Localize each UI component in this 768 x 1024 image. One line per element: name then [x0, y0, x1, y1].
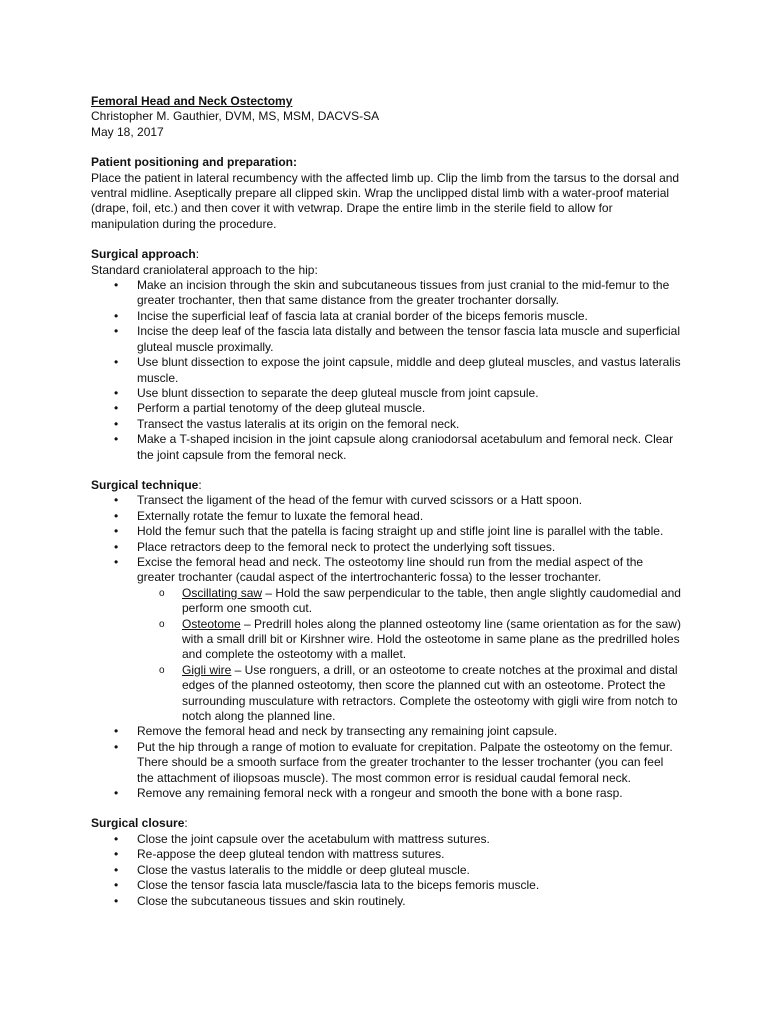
technique-list-continued: [91, 724, 681, 801]
list-subitem: [91, 586, 681, 617]
method-text: – Use ronguers, a drill, or an osteotome to create notches at the proximal and distal edges of the planned osteotomy, then score the planned cut with an osteotome. Protect the surrounding musculature with retractors. Complete the osteotomy with gigli wire from notch to notch along the planned line.: [182, 662, 678, 724]
list-item: • Use blunt dissection to expose the joint capsule, middle and deep gluteal muscles, and vastus lateralis muscle.: [91, 355, 681, 386]
list-item: • Incise the deep leaf of the fascia lata distally and between the tensor fascia lata muscle and superficial gluteal muscle proximally.: [91, 324, 681, 355]
list-item: • Remove any remaining femoral neck with a rongeur and smooth the bone with a bone rasp.: [91, 786, 681, 801]
list-item: • Hold the femur such that the patella is facing straight up and stifle joint line is parallel with the table.: [91, 524, 681, 539]
approach-heading: Surgical approach: [91, 247, 196, 262]
method-term: Oscillating saw: [182, 585, 263, 600]
method-term: Gigli wire: [182, 662, 232, 677]
closure-list: [91, 832, 681, 909]
list-item: • Close the vastus lateralis to the middle or deep gluteal muscle.: [91, 863, 681, 878]
document-page: [91, 94, 681, 909]
osteotomy-method-list: [91, 586, 681, 725]
document-title: Femoral Head and Neck Ostectomy: [91, 94, 293, 108]
sub-bullet: o: [159, 618, 165, 630]
method-text: – Predrill holes along the planned osteotomy line (same orientation as for the saw) with a small drill bit or Kirshner wire. Hold the osteotome in same plane as the predrilled holes and complete the osteotomy with a mallet.: [182, 616, 681, 662]
author-line: Christopher M. Gauthier, DVM, MS, MSM, DACVS-SA: [91, 109, 380, 124]
list-item: • Incise the superficial leaf of fascia lata at cranial border of the biceps femoris muscle.: [91, 309, 681, 324]
list-subitem: [91, 663, 681, 725]
sub-bullet: o: [159, 664, 165, 676]
list-item: • Perform a partial tenotomy of the deep gluteal muscle.: [91, 401, 681, 416]
list-item: • Transect the vastus lateralis at its origin on the femoral neck.: [91, 417, 681, 432]
approach-heading-colon: :: [195, 247, 200, 262]
technique-heading: Surgical technique: [91, 477, 199, 492]
list-item: • Close the joint capsule over the acetabulum with mattress sutures.: [91, 832, 681, 847]
closure-heading-line: [91, 816, 681, 831]
approach-heading-line: [91, 247, 681, 262]
list-item: • Transect the ligament of the head of the femur with curved scissors or a Hatt spoon.: [91, 493, 681, 508]
approach-list: [91, 278, 681, 463]
list-subitem: [91, 617, 681, 663]
list-item: • Close the subcutaneous tissues and skin routinely.: [91, 894, 681, 909]
list-item: • Make a T-shaped incision in the joint capsule along craniodorsal acetabulum and femoral neck. Clear the joint capsule from the femoral neck.: [91, 432, 681, 463]
list-item: • Use blunt dissection to separate the deep gluteal muscle from joint capsule.: [91, 386, 681, 401]
technique-heading-line: [91, 478, 681, 493]
date-line: May 18, 2017: [91, 124, 164, 139]
list-item: • Remove the femoral head and neck by transecting any remaining joint capsule.: [91, 724, 681, 739]
technique-heading-colon: :: [198, 477, 202, 492]
list-item: • Externally rotate the femur to luxate the femoral head.: [91, 509, 681, 524]
positioning-heading: Patient positioning and preparation:: [91, 155, 298, 170]
positioning-body: Place the patient in lateral recumbency with the affected limb up. Clip the limb from the tarsus to the dorsal and ventral midline. Aseptically prepare all clipped skin. Wrap the unclipped distal limb with a water-proof material (drape, foil, etc.) and then cover it with vetwrap. Drape the entire limb in the sterile field to allow for manipulation during the procedure.: [91, 170, 680, 231]
closure-heading-colon: :: [184, 816, 188, 831]
approach-intro: Standard craniolateral approach to the hip:: [91, 262, 318, 277]
list-item: • Place retractors deep to the femoral neck to protect the underlying soft tissues.: [91, 540, 681, 555]
list-item: • Make an incision through the skin and subcutaneous tissues from just cranial to the mid-femur to the greater trochanter, then that same distance from the greater trochanter dorsally.: [91, 278, 681, 309]
list-item: • Excise the femoral head and neck. The osteotomy line should run from the medial aspect of the greater trochanter (caudal aspect of the intertrochanteric fossa) to the lesser trochanter.: [91, 555, 681, 586]
list-item: • Put the hip through a range of motion to evaluate for crepitation. Palpate the osteotomy on the femur. There should be a smooth surface from the greater trochanter to the lesser trochanter (you can feel the attachment of iliopsoas muscle). The most common error is residual caudal femoral neck.: [91, 740, 681, 786]
list-item: • Close the tensor fascia lata muscle/fascia lata to the biceps femoris muscle.: [91, 878, 681, 893]
sub-bullet: o: [159, 587, 165, 599]
method-term: Osteotome: [182, 616, 241, 631]
method-text: – Hold the saw perpendicular to the table, then angle slightly caudomedial and perform one smooth cut.: [182, 585, 681, 616]
list-item: • Re-appose the deep gluteal tendon with mattress sutures.: [91, 847, 681, 862]
technique-list: [91, 493, 681, 585]
closure-heading: Surgical closure: [91, 816, 185, 831]
